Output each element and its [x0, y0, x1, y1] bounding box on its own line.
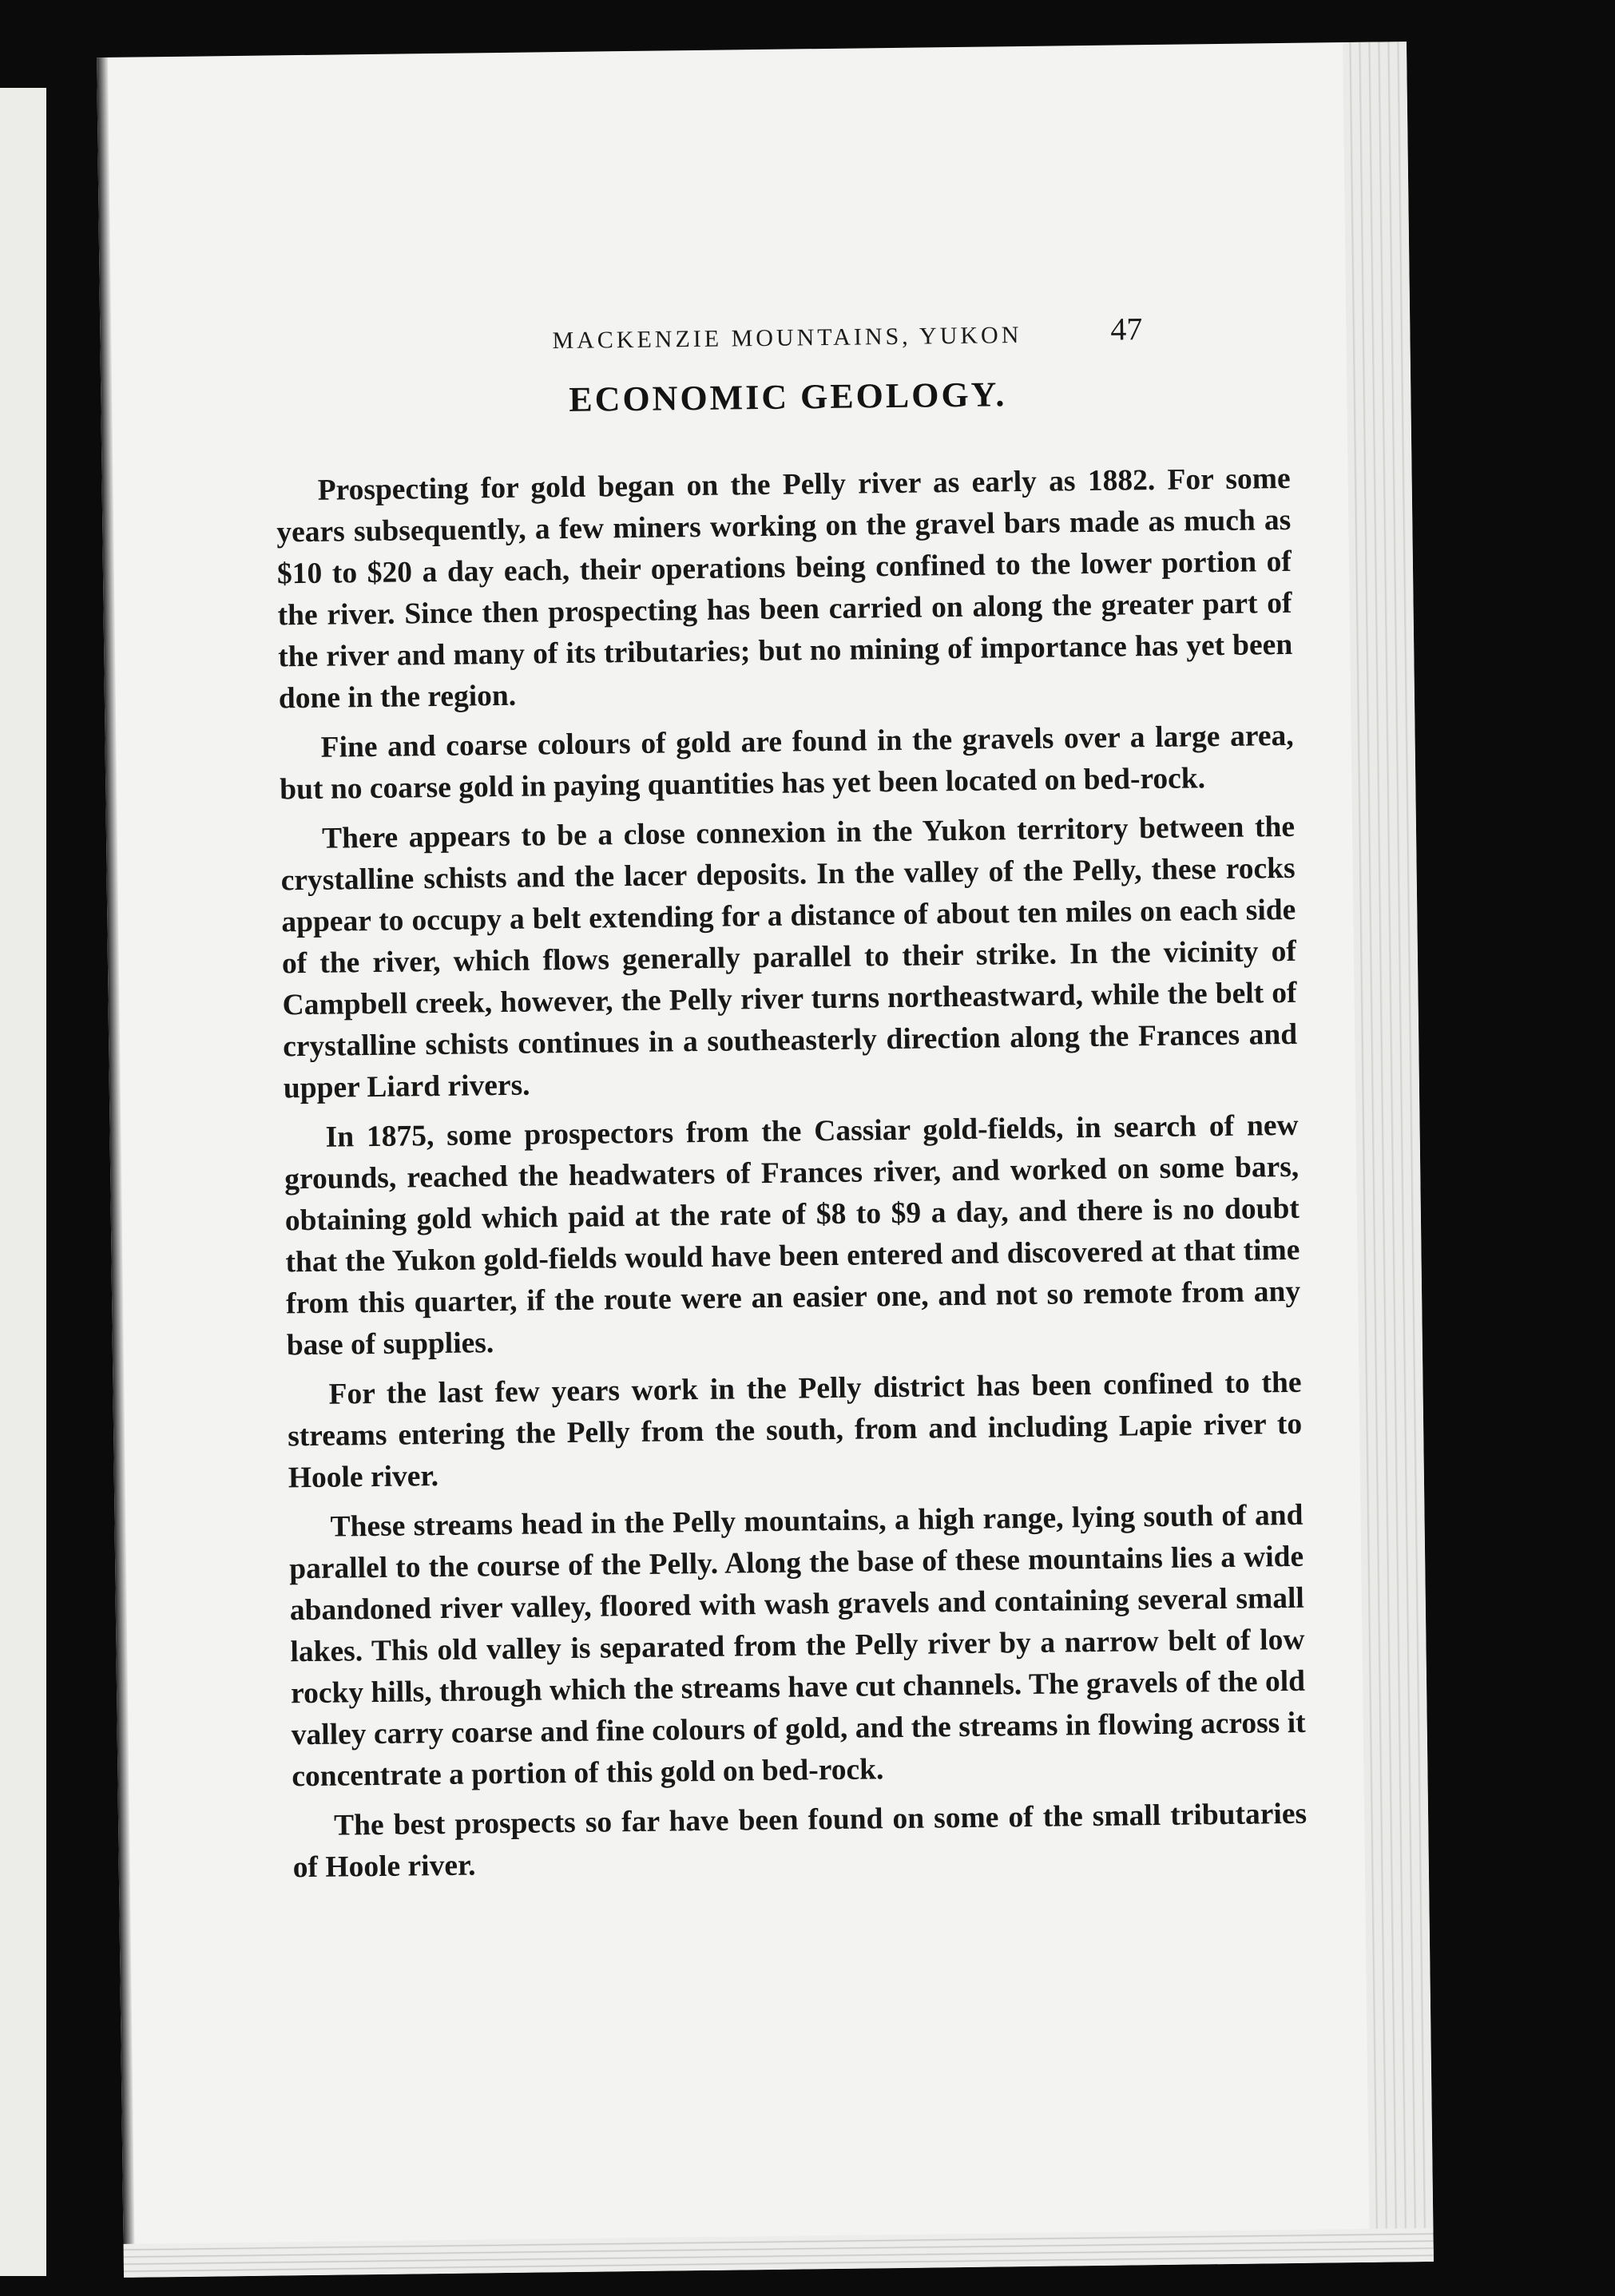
paragraph: Fine and coarse colours of gold are found in the gravels over a large area, but no coarse gold in paying quantities has yet been located on bed-rock.	[280, 719, 1294, 807]
page-spine	[97, 57, 135, 2278]
paragraph: For the last few years work in the Pelly district has been confined to the streams entering the Pelly from the south, from and including Lapie river to Hoole river.	[287, 1366, 1303, 1495]
paragraph: There appears to be a close connexion in the Yukon territory between the crystalline schists and the lacer deposits. In the valley of the Pelly, these rocks appear to occupy a belt extending for a distance of about ten miles on each side of the river, which flows generally parallel to their strike. In the vicinity of Campbell creek, however, the Pelly river turns northeastward, while the belt of crystalline schists continues in a southeasterly direction along the Frances and upper Liard rivers.	[280, 810, 1298, 1105]
facing-page-edge	[0, 88, 46, 2276]
paragraph: In 1875, some prospectors from the Cassiar gold-fields, in search of new grounds, reached the headwaters of Frances river, and worked on some bars, obtaining gold which paid at the rate of $8 to $9 a day, and there is no doubt that the Yukon gold-fields would have been entered and discovered at that time from this quarter, if the route were an easier one, and not so remote from any base of supplies.	[284, 1108, 1301, 1362]
running-head: MACKENZIE MOUNTAINS, YUKON	[552, 321, 1022, 355]
paragraph: These streams head in the Pelly mountains, a high range, lying south of and parallel to the course of the Pelly. Along the base of these mountains lies a wide abandoned river valley, floored with wash gravels and containing several small lakes. This old valley is separated from the Pelly river by a narrow belt of low rocky hills, through which the streams have cut channels. The gravels of the old valley carry coarse and fine colours of gold, and the streams in flowing across it concentrate a portion of this gold on bed-rock.	[288, 1498, 1306, 1794]
body-text	[276, 458, 1307, 1897]
page-stack-edge-right	[1343, 42, 1434, 2262]
paragraph: The best prospects so far have been found on some of the small tributaries of Hoole river.	[292, 1797, 1307, 1885]
page-stack-edge-bottom	[124, 2228, 1434, 2278]
paragraph: Prospecting for gold began on the Pelly river as early as 1882. For some years subsequently, a few miners working on the gravel bars made as much as $10 to $20 a day each, their operations being confined to the lower portion of the river. Since then prospecting has been carried on along the greater part of the river and many of its tributaries; but no mining of importance has yet been done in the region.	[276, 462, 1293, 716]
book-page	[97, 42, 1434, 2278]
page-number: 47	[1110, 311, 1143, 347]
section-title: ECONOMIC GEOLOGY.	[568, 375, 1007, 419]
